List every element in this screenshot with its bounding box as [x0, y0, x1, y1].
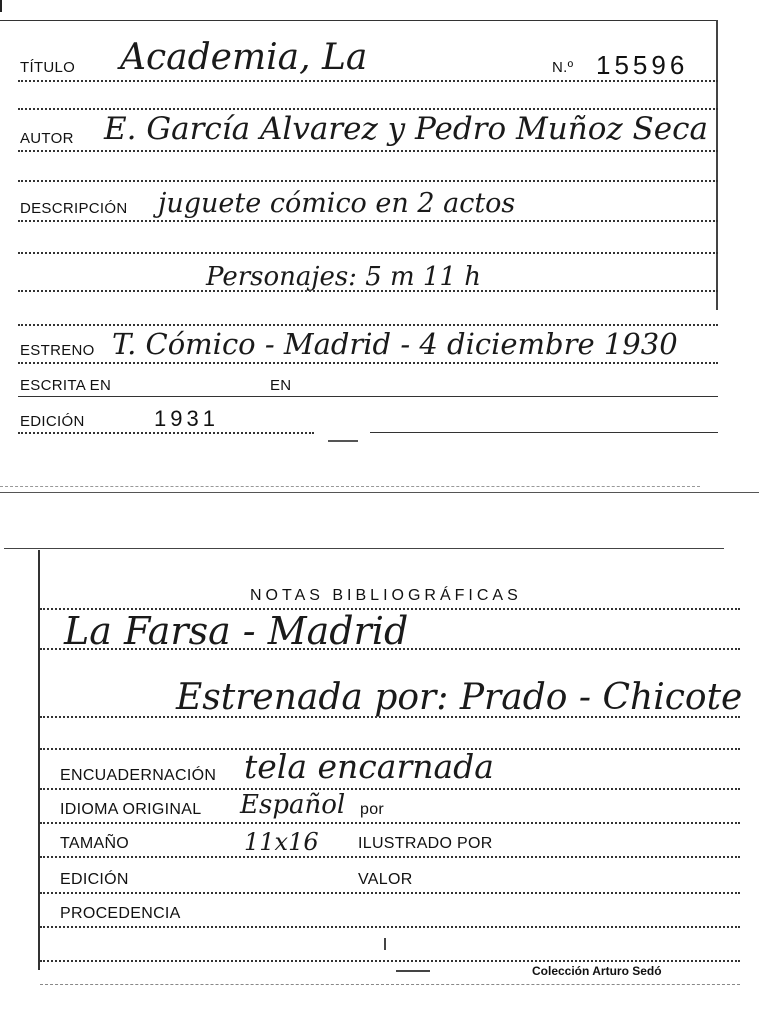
tamano-value: 11x16 [244, 828, 319, 856]
card-separator [0, 492, 759, 493]
idioma-value: Español [240, 790, 346, 820]
idioma-label: IDIOMA ORIGINAL [60, 801, 202, 818]
rule-line [40, 960, 740, 962]
card-top-border [0, 20, 718, 21]
tamano-line [40, 856, 740, 858]
frame-mark [0, 0, 2, 12]
idioma-line [40, 822, 740, 824]
numero-label: N.º [552, 59, 574, 76]
rule-line [18, 108, 718, 110]
edicion-line-right [370, 432, 718, 433]
rule-line [18, 180, 718, 182]
autor-label: AUTOR [20, 130, 74, 147]
rule-line [40, 716, 740, 718]
card-top-border [4, 548, 724, 549]
titulo-line [18, 80, 718, 82]
estreno-value: T. Cómico - Madrid - 4 diciembre 1930 [112, 327, 678, 361]
edicion-value: 1931 [154, 406, 219, 431]
estreno-label: ESTRENO [20, 342, 95, 359]
ink-mark [384, 938, 386, 950]
titulo-label: TÍTULO [20, 59, 76, 76]
edicion-back-line [40, 892, 740, 894]
descripcion-line [18, 220, 718, 222]
descripcion-value: juguete cómico en 2 actos [158, 188, 516, 219]
rule-line [40, 648, 740, 650]
encuadernacion-label: ENCUADERNACIÓN [60, 767, 217, 784]
en-label: EN [270, 377, 292, 394]
notas-heading: NOTAS BIBLIOGRÁFICAS [250, 587, 522, 604]
descripcion-label: DESCRIPCIÓN [20, 200, 128, 217]
coleccion-stamp: Colección Arturo Sedó [532, 964, 662, 978]
ilustrado-label: ILUSTRADO POR [358, 835, 493, 852]
catalog-card-front [0, 0, 759, 500]
por-label: por [360, 801, 385, 818]
numero-value: 15596 [596, 50, 689, 80]
card-bottom-edge [0, 486, 700, 487]
note-line-1: La Farsa - Madrid [64, 609, 409, 653]
rule-line [18, 324, 718, 326]
edicion-label: EDICIÓN [20, 413, 85, 430]
escrita-line [18, 396, 718, 397]
tamano-label: TAMAÑO [60, 835, 130, 852]
encuadernacion-value: tela encarnada [244, 747, 494, 786]
card-left-border [38, 550, 40, 970]
card-bottom-edge [40, 984, 740, 985]
autor-line [18, 150, 718, 152]
titulo-value: Academia, La [120, 37, 368, 78]
personajes-line [18, 290, 718, 292]
valor-label: VALOR [358, 871, 413, 888]
estreno-line [18, 362, 718, 364]
encuadernacion-line [40, 788, 740, 790]
escrita-en-label: ESCRITA EN [20, 377, 112, 394]
rule-line [18, 252, 718, 254]
procedencia-label: PROCEDENCIA [60, 905, 181, 922]
edicion-label-back: EDICIÓN [60, 871, 129, 888]
edicion-line [18, 432, 314, 434]
procedencia-line [40, 926, 740, 928]
note-line-2: Estrenada por: Prado - Chicote [176, 677, 743, 718]
ink-smudge [396, 970, 430, 972]
ink-smudge [328, 440, 358, 442]
card-right-border [716, 20, 718, 310]
autor-value: E. García Alvarez y Pedro Muñoz Seca [104, 111, 708, 147]
personajes-value: Personajes: 5 m 11 h [206, 262, 482, 292]
catalog-card-back [0, 540, 759, 1028]
